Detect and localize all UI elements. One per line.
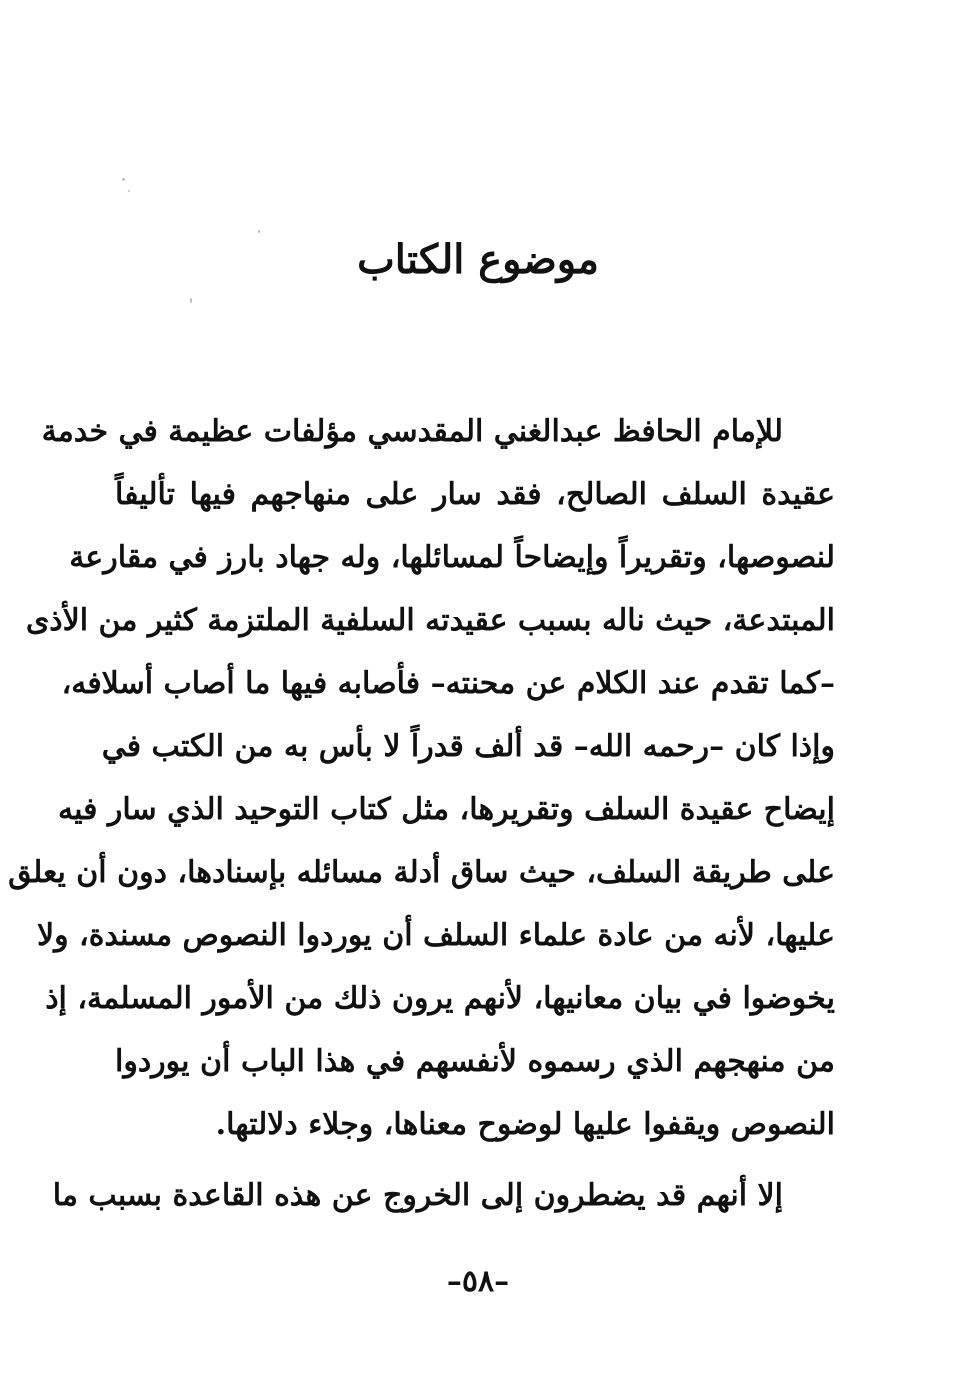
text-line: –كما تقدم عند الكلام عن محنته– فأصابه فيها ما أصاب أسلافه،: [61, 666, 835, 701]
text-line: المبتدعة، حيث ناله بسبب عقيدته السلفية الملتزمة كثير من الأذى: [25, 603, 835, 638]
paragraph-1: [8, 400, 835, 1156]
scan-speck: [190, 298, 192, 303]
text-line: إلا أنهم قد يضطرون إلى الخروج عن هذه القاعدة بسبب ما: [52, 1178, 783, 1213]
text-line: على طريقة السلف، حيث ساق أدلة مسائله بإسنادها، دون أن يعلق: [8, 855, 835, 890]
paragraph-2: [52, 1164, 835, 1227]
text-line: عقيدة السلف الصالح، فقد سار على منهاجهم فيها تأليفاً: [115, 477, 835, 512]
text-line: للإمام الحافظ عبدالغني المقدسي مؤلفات عظيمة في خدمة: [41, 414, 783, 449]
paragraph-gap: [115, 1156, 835, 1164]
text-line: إيضاح عقيدة السلف وتقريرها، مثل كتاب التوحيد الذي سار فيه: [57, 792, 835, 827]
scan-speck: [122, 178, 125, 181]
text-line: من منهجهم الذي رسموه لأنفسهم في هذا الباب أن يوردوا: [115, 1044, 835, 1079]
scan-speck: [128, 190, 130, 192]
body-text: [8, 400, 835, 1227]
page-number: –٥٨–: [446, 1264, 510, 1299]
text-line: عليها، لأنه من عادة علماء السلف أن يوردوا النصوص مسندة، ولا: [36, 918, 835, 953]
text-line: وإذا كان –رحمه الله– قد ألف قدراً لا بأس به من الكتب في: [101, 729, 835, 764]
page-title: موضوع الكتاب: [357, 236, 599, 283]
text-line: النصوص ويقفوا عليها لوضوح معناها، وجلاء دلالتها.: [215, 1107, 835, 1142]
text-line: يخوضوا في بيان معانيها، لأنهم يرون ذلك من الأمور المسلمة، إذ: [45, 981, 835, 1016]
text-line: لنصوصها، وتقريراً وإيضاحاً لمسائلها، وله جهاد بارز في مقارعة: [69, 540, 835, 575]
